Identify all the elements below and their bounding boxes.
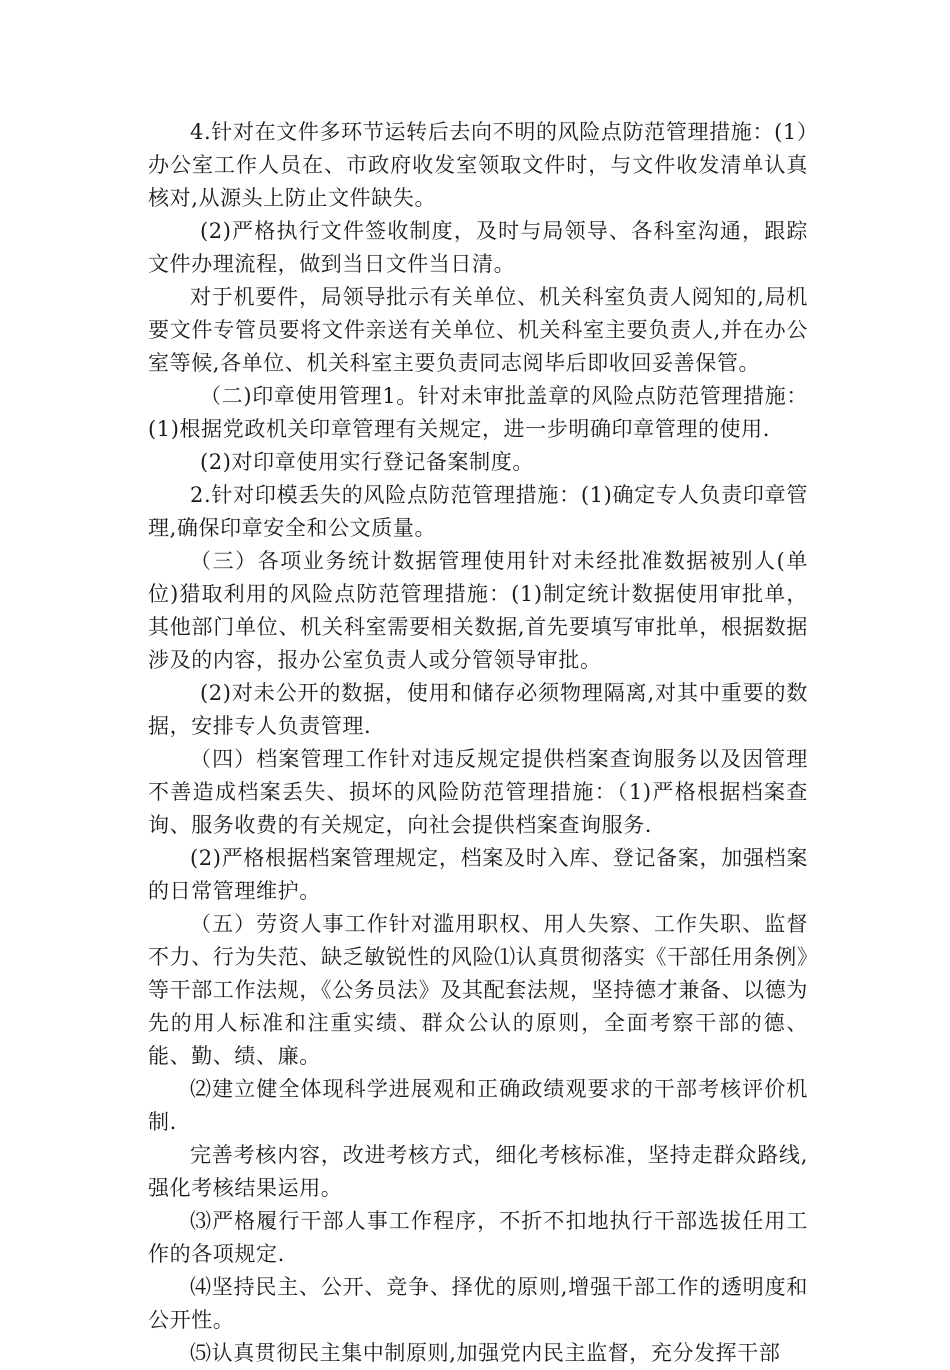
paragraph-seal-management: （二)印章使用管理1。针对未审批盖章的风险点防范管理措施：(1)根据党政机关印章管理有关规定，进一步明确印章管理的使用.: [148, 384, 808, 441]
paragraph-evaluation-improvement: 完善考核内容，改进考核方式，细化考核标准，坚持走群众路线,强化考核结果运用。: [148, 1143, 808, 1200]
paragraph-democratic-centralism: ⑸认真贯彻民主集中制原则,加强党内民主监督，充分发挥干部: [190, 1341, 781, 1365]
paragraph-personnel-work: （五）劳资人事工作针对滥用职权、用人失察、工作失职、监督不力、行为失范、缺乏敏锐性的风险⑴认真贯彻落实《干部任用条例》等干部工作法规，《公务员法》及其配套法规，坚持德才兼备、以德为先的用人标准和注重实绩、群众公认的原则，全面考察干部的德、能、勤、绩、廉。: [148, 912, 808, 1068]
paragraph-unpublished-data: (2)对未公开的数据，使用和储存必须物理隔离,对其中重要的数据，安排专人负责管理.: [148, 681, 808, 738]
paragraph-transparency: ⑷坚持民主、公开、竞争、择优的原则,增强干部工作的透明度和公开性。: [148, 1275, 808, 1332]
paragraph-confidential-files: 对于机要件，局领导批示有关单位、机关科室负责人阅知的,局机要文件专管员要将文件亲送有关单位、机关科室主要负责人,并在办公室等候,各单位、机关科室主要负责同志阅毕后即收回妥善保管。: [148, 285, 808, 375]
paragraph-seal-registration: (2)对印章使用实行登记备案制度。: [200, 450, 534, 474]
paragraph-seal-loss: 2.针对印模丢失的风险点防范管理措施：(1)确定专人负责印章管理,确保印章安全和公文质量。: [148, 483, 808, 540]
paragraph-file-signing: (2)严格执行文件签收制度，及时与局领导、各科室沟通，跟踪文件办理流程，做到当日文件当日清。: [148, 219, 808, 276]
paragraph-archive-management: （四）档案管理工作针对违反规定提供档案查询服务以及因管理不善造成档案丢失、损坏的风险防范管理措施：（1)严格根据档案查询、服务收费的有关规定，向社会提供档案查询服务.: [148, 747, 808, 837]
document-body: [148, 116, 808, 1370]
paragraph-personnel-procedure: ⑶严格履行干部人事工作程序，不折不扣地执行干部选拔任用工作的各项规定.: [148, 1209, 808, 1266]
paragraph-statistics-data: （三）各项业务统计数据管理使用针对未经批准数据被别人(单位)猎取利用的风险点防范管理措施：(1)制定统计数据使用审批单，其他部门单位、机关科室需要相关数据,首先要填写审批单，根据数据涉及的内容，报办公室负责人或分管领导审批。: [148, 549, 808, 672]
paragraph-archive-maintenance: (2)严格根据档案管理规定，档案及时入库、登记备案，加强档案的日常管理维护。: [148, 846, 808, 903]
paragraph-file-transfer-risk: 4.针对在文件多环节运转后去向不明的风险点防范管理措施：(1）办公室工作人员在、市政府收发室领取文件时，与文件收发清单认真核对,从源头上防止文件缺失。: [148, 120, 808, 210]
paragraph-evaluation-mechanism: ⑵建立健全体现科学进展观和正确政绩观要求的干部考核评价机制.: [148, 1077, 808, 1134]
